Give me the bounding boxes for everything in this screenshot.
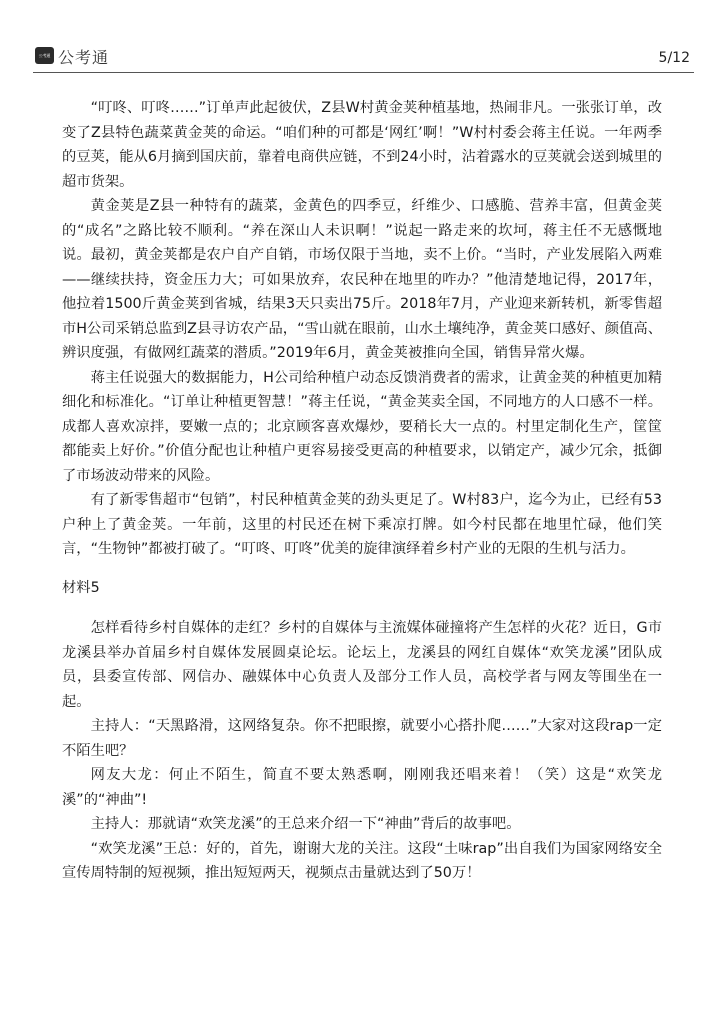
paragraph: 主持人：那就请“欢笑龙溪”的王总来介绍一下“神曲”背后的故事吧。 [90,816,521,832]
paragraph: 主持人：“天黑路滑，这网络复杂。你不把眼擦，就要小心搭扑爬……”大家对这段rap一定不陌生吧？ [62,718,662,759]
paragraph: “欢笑龙溪”王总：好的，首先，谢谢大龙的关注。这段“土味rap”出自我们为国家网络安全宣传周特制的短视频，推出短短两天，视频点击量就达到了50万！ [62,840,662,881]
logo-icon: 公考通 [35,47,54,64]
page-header [0,0,724,75]
paragraph: 网友大龙：何止不陌生，简直不要太熟悉啊，刚刚我还唱来着！（笑）这是“欢笑龙溪”的“神曲”! [62,767,662,808]
logo-text: 公考通 [58,48,110,67]
paragraph: 黄金荚是Z县一种特有的蔬菜，金黄色的四季豆，纤维少、口感脆、营养丰富，但黄金荚的“成名”之路比较不顺利。“养在深山人未识啊！”说起一路走来的坎坷，蒋主任不无感慨地说。最初，黄金荚都是农户自产自销，市场仅限于当地，卖不上价。“当时，产业发展陷入两难——继续扶持，资金压力大；可如果放弃，农民种在地里的咋办？”他清楚地记得，2017年，他拉着1500斤黄金荚到省城，结果3天只卖出75斤。2018年7月，产业迎来新转机，新零售超市H公司采销总监到Z县寻访农产品，“雪山就在眼前，山水土壤纯净，黄金荚口感好、颜值高、辨识度强，有做网红蔬菜的潜质。”2019年6月，黄金荚被推向全国，销售异常火爆。 [62,198,662,361]
document-body [62,96,662,886]
header-divider [33,72,694,73]
material-label: 材料5 [62,579,100,596]
paragraph: 有了新零售超市“包销”，村民种植黄金荚的劲头更足了。W村83户，迄今为止，已经有53户种上了黄金荚。一年前，这里的村民还在树下乘凉打牌。如今村民都在地里忙碌，他们笑言，“生物钟”都被打破了。“叮咚、叮咚”优美的旋律演绎着乡村产业的无限的生机与活力。 [62,492,662,557]
paragraph: 蒋主任说强大的数据能力，H公司给种植户动态反馈消费者的需求，让黄金荚的种植更加精细化和标准化。“订单让种植更智慧！”蒋主任说，“黄金荚卖全国，不同地方的人口感不一样。成都人喜欢凉拌，要嫩一点的；北京顾客喜欢爆炒，要稍长大一点的。村里定制化生产，筐筐都能卖上好价。”价值分配也让种植户更容易接受更高的种植要求，以销定产，减少冗余，抵御了市场波动带来的风险。 [62,369,662,484]
paragraph: “叮咚、叮咚……”订单声此起彼伏，Z县W村黄金荚种植基地，热闹非凡。一张张订单，改变了Z县特色蔬菜黄金荚的命运。“咱们种的可都是‘网红’啊！”W村村委会蒋主任说。一年两季的豆荚，能从6月摘到国庆前，靠着电商供应链，不到24小时，沾着露水的豆荚就会送到城里的超市货架。 [62,100,662,190]
paragraph: 怎样看待乡村自媒体的走红？乡村的自媒体与主流媒体碰撞将产生怎样的火花？近日，G市龙溪县举办首届乡村自媒体发展圆桌论坛。论坛上，龙溪县的网红自媒体“欢笑龙溪”团队成员，县委宣传部、网信办、融媒体中心负责人及部分工作人员，高校学者与网友等围坐在一起。 [62,620,662,710]
page-number: 5/12 [658,50,690,66]
